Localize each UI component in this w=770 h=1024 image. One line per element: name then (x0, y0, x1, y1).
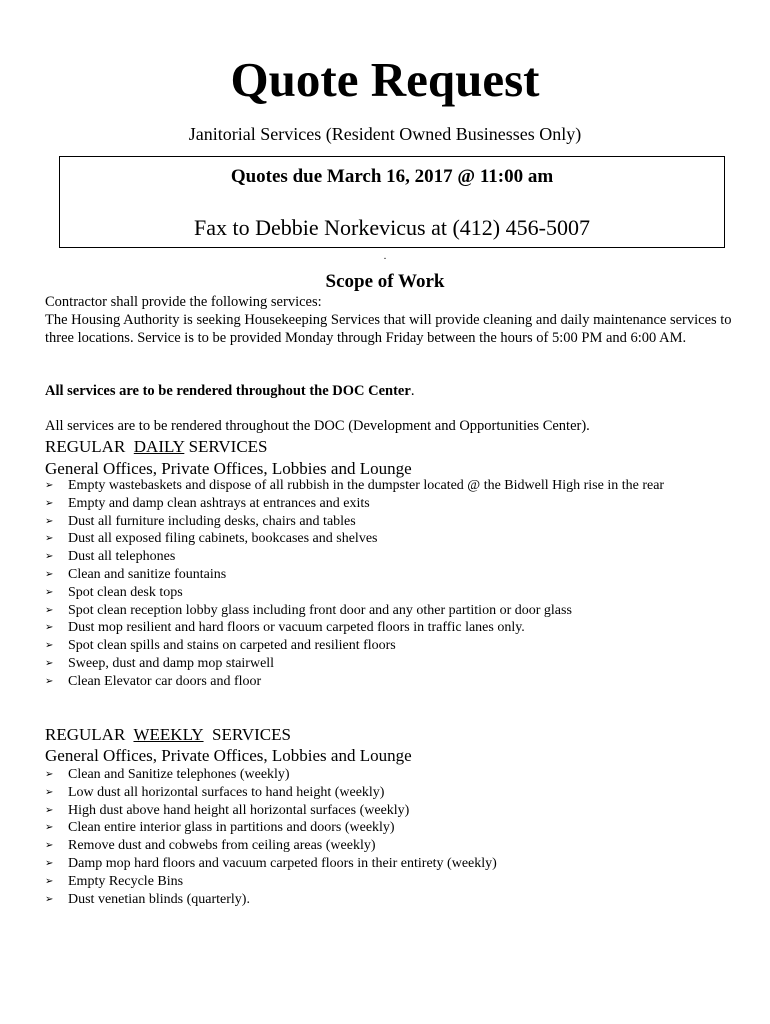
list-item-text: Low dust all horizontal surfaces to hand height (weekly) (68, 784, 385, 800)
document-subtitle: Janitorial Services (Resident Owned Businesses Only) (188, 124, 582, 144)
arrowhead-bullet-icon: ➢ (45, 480, 54, 491)
weekly-heading-prefix: REGULAR (45, 725, 126, 744)
daily-heading-prefix: REGULAR (45, 437, 126, 456)
arrowhead-bullet-icon: ➢ (45, 604, 54, 616)
arrowhead-bullet-icon: ➢ (45, 875, 54, 887)
scope-bold-statement (45, 382, 735, 400)
list-item (45, 548, 745, 566)
list-item (45, 837, 745, 855)
daily-services-list (45, 477, 745, 691)
list-item (45, 655, 745, 673)
list-item-text: Spot clean desk tops (68, 584, 183, 600)
arrowhead-bullet-icon: ➢ (45, 804, 54, 816)
daily-services-subheading: General Offices, Private Offices, Lobbies and Lounge (45, 459, 412, 478)
list-item-text: Dust all telephones (68, 549, 176, 565)
weekly-heading-underlined: WEEKLY (133, 725, 204, 744)
list-item (45, 819, 745, 837)
document-title: Quote Request (230, 52, 540, 107)
daily-heading-underlined: DAILY (133, 437, 185, 456)
list-item (45, 477, 745, 495)
list-item (45, 530, 745, 548)
arrowhead-bullet-icon: ➢ (45, 568, 54, 580)
arrowhead-bullet-icon: ➢ (45, 497, 54, 509)
arrowhead-bullet-icon: ➢ (45, 857, 54, 869)
bold-statement-text: All services are to be rendered throughout the DOC Center (45, 383, 411, 399)
list-item-text: Empty wastebaskets and dispose of all rubbish in the dumpster located @ the Bidwell High rise in the rear (68, 478, 665, 493)
list-item (45, 784, 745, 802)
list-item-text: Clean and sanitize fountains (68, 566, 227, 582)
list-item-text: Empty Recycle Bins (68, 873, 184, 889)
arrowhead-bullet-icon: ➢ (45, 893, 54, 905)
quote-due-date: Quotes due March 16, 2017 @ 11:00 am (230, 166, 554, 187)
list-item-text: Remove dust and cobwebs from ceiling areas (weekly) (68, 838, 376, 854)
list-item (45, 619, 745, 637)
scope-doc-statement: All services are to be rendered throughout the DOC (Development and Opportunities Center). (45, 418, 590, 434)
arrowhead-bullet-icon: ➢ (45, 769, 54, 780)
arrowhead-bullet-icon: ➢ (45, 840, 54, 852)
arrowhead-bullet-icon: ➢ (45, 640, 54, 652)
separator-dot: . (383, 251, 387, 262)
scope-intro-paragraph: The Housing Authority is seeking Housekeeping Services that will provide cleaning and daily maintenance services to three locations. Service is to be provided Monday through Friday between the hours of 5:00 PM and 6:00 AM. (45, 312, 732, 346)
list-item-text: Clean and Sanitize telephones (weekly) (68, 767, 290, 782)
weekly-services-subheading: General Offices, Private Offices, Lobbies and Lounge (45, 746, 412, 765)
list-item (45, 584, 745, 602)
arrowhead-bullet-icon: ➢ (45, 622, 54, 634)
list-item (45, 637, 745, 655)
list-item-text: Empty and damp clean ashtrays at entrances and exits (68, 495, 370, 511)
list-item (45, 513, 745, 531)
scope-intro-line: Contractor shall provide the following services: (45, 294, 322, 310)
arrowhead-bullet-icon: ➢ (45, 822, 54, 834)
list-item-text: Damp mop hard floors and vacuum carpeted floors in their entirety (weekly) (68, 855, 497, 871)
daily-heading-suffix: SERVICES (188, 437, 268, 456)
weekly-heading-suffix: SERVICES (212, 725, 291, 744)
list-item-text: Sweep, dust and damp mop stairwell (68, 655, 275, 671)
daily-services-heading (45, 436, 735, 458)
list-item-text: Clean entire interior glass in partitions and doors (weekly) (68, 820, 395, 836)
weekly-services-list (45, 766, 745, 908)
arrowhead-bullet-icon: ➢ (45, 515, 54, 527)
list-item-text: Dust venetian blinds (quarterly). (68, 891, 250, 907)
arrowhead-bullet-icon: ➢ (45, 586, 54, 598)
arrowhead-bullet-icon: ➢ (45, 551, 54, 563)
list-item (45, 891, 745, 909)
list-item-text: Dust all furniture including desks, chairs and tables (68, 513, 356, 529)
list-item (45, 566, 745, 584)
quote-due-box (59, 156, 725, 248)
fax-contact: Fax to Debbie Norkevicus at (412) 456-5007 (194, 215, 590, 240)
list-item (45, 673, 745, 691)
list-item-text: Dust all exposed filing cabinets, bookcases and shelves (68, 531, 378, 547)
list-item (45, 602, 745, 620)
arrowhead-bullet-icon: ➢ (45, 533, 54, 545)
list-item (45, 766, 745, 784)
arrowhead-bullet-icon: ➢ (45, 786, 54, 798)
scope-heading: Scope of Work (325, 271, 445, 292)
weekly-services-heading (45, 724, 735, 746)
list-item-text: Spot clean reception lobby glass including front door and any other partition or door glass (68, 602, 572, 618)
list-item (45, 873, 745, 891)
list-item-text: Clean Elevator car doors and floor (68, 673, 262, 689)
list-item-text: Spot clean spills and stains on carpeted and resilient floors (68, 638, 396, 654)
list-item-text: High dust above hand height all horizontal surfaces (weekly) (68, 802, 410, 818)
bold-statement-period: . (410, 383, 415, 399)
list-item (45, 802, 745, 820)
list-item-text: Dust mop resilient and hard floors or vacuum carpeted floors in traffic lanes only. (68, 620, 525, 636)
arrowhead-bullet-icon: ➢ (45, 657, 54, 669)
list-item (45, 495, 745, 513)
arrowhead-bullet-icon: ➢ (45, 675, 54, 687)
list-item (45, 855, 745, 873)
